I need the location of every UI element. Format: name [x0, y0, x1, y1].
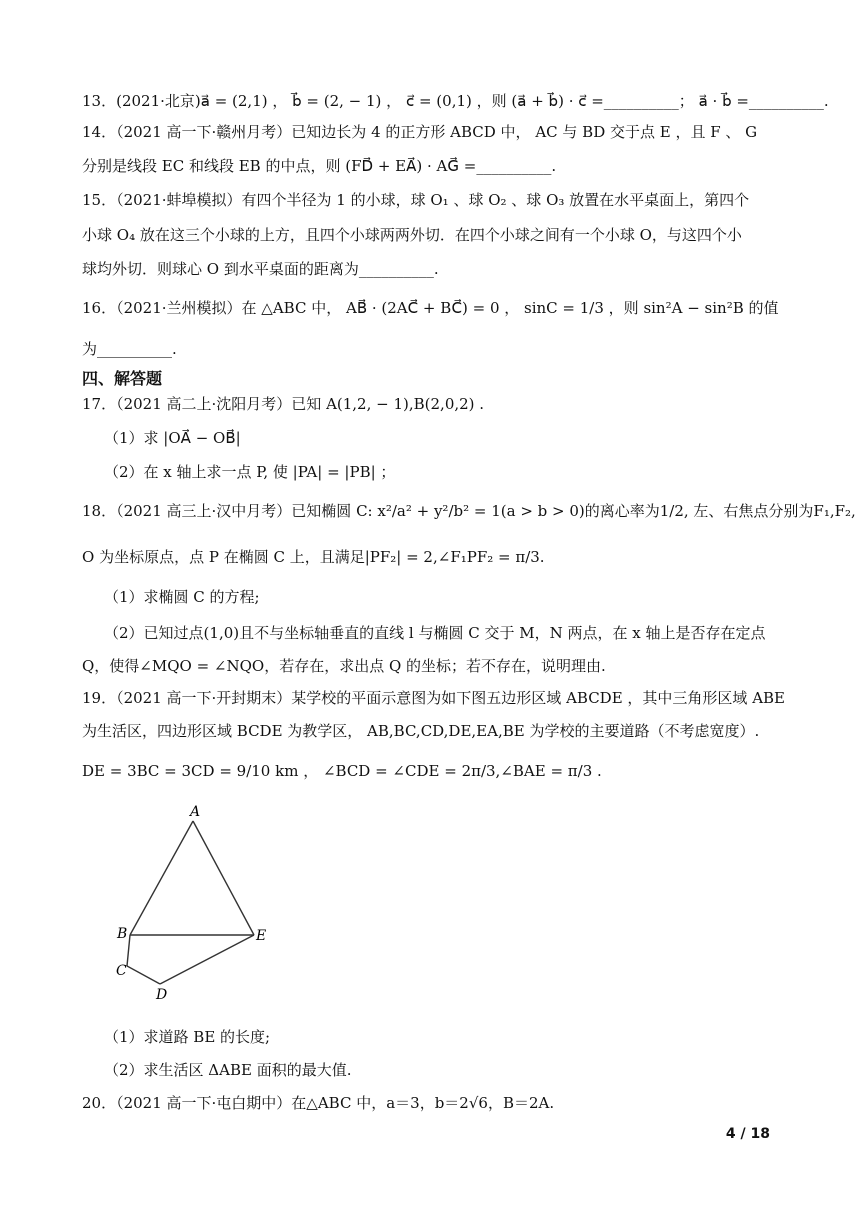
vertex-label-e: E	[256, 928, 267, 944]
problem-18-part-2-cont: Q，使得∠MQO = ∠NQO，若存在，求出点 Q 的坐标；若不存在，说明理由.	[82, 657, 606, 675]
problem-18-part-1: （1）求椭圆 C 的方程;	[104, 588, 260, 606]
edge-ab	[130, 821, 193, 935]
problem-18-line-1: 18．（2021 高三上·汉中月考）已知椭圆 C: x²/a² + y²/b² = 1(a > b > 0)的离心率为1/2, 左、右焦点分别为F₁,F₂,	[82, 502, 856, 520]
edge-bc	[127, 935, 130, 966]
problem-19-line-3: DE = 3BC = 3CD = 9/10 km ， ∠BCD = ∠CDE = 2π/3,∠BAE = π/3 .	[82, 762, 602, 780]
vertex-label-a: A	[190, 804, 201, 820]
problem-19-part-1: （1）求道路 BE 的长度;	[104, 1028, 271, 1046]
page-number: 4 / 18	[725, 1126, 770, 1142]
problem-13: 13．(2021·北京)a⃗ = (2,1) ， b⃗ = (2, − 1) ， c⃗ = (0,1) ，则 (a⃗ + b⃗) · c⃗ =__________； a⃗ · b⃗ =__________.	[82, 92, 829, 110]
edge-ae	[193, 821, 254, 935]
problem-19-line-1: 19．（2021 高一下·开封期末）某学校的平面示意图为如下图五边形区域 ABCDE ，其中三角形区域 ABE	[82, 689, 785, 707]
vertex-label-b: B	[117, 926, 128, 942]
problem-14-line-2: 分别是线段 EC 和线段 EB 的中点，则 (FD⃗ + EA⃗) · AG⃗ =__________.	[82, 157, 557, 175]
vertex-label-d: D	[156, 987, 168, 1003]
problem-20: 20．（2021 高一下·屯白期中）在△ABC 中，a＝3，b＝2√6，B＝2A.	[82, 1094, 555, 1112]
problem-14-line-1: 14．（2021 高一下·赣州月考）已知边长为 4 的正方形 ABCD 中， AC 与 BD 交于点 E ，且 F 、 G	[82, 123, 758, 141]
problem-17: 17．（2021 高二上·沈阳月考）已知 A(1,2, − 1),B(2,0,2) .	[82, 395, 485, 413]
problem-16-line-2: 为__________.	[82, 340, 177, 358]
problem-17-part-1: （1）求 |OA⃗ − OB⃗|	[104, 429, 241, 447]
problem-17-part-2: （2）在 x 轴上求一点 P, 使 |PA| = |PB| ；	[104, 463, 396, 481]
problem-18-line-2: O 为坐标原点，点 P 在椭圆 C 上，且满足|PF₂| = 2,∠F₁PF₂ = π/3.	[82, 548, 545, 566]
section-heading: 四、解答题	[82, 369, 163, 388]
problem-15-line-1: 15．（2021·蚌埠模拟）有四个半径为 1 的小球，球 O₁ 、球 O₂ 、球 O₃ 放置在水平桌面上，第四个	[82, 191, 750, 209]
vertex-label-c: C	[116, 963, 127, 979]
problem-16-line-1: 16．（2021·兰州模拟）在 △ABC 中， AB⃗ · (2AC⃗ + BC⃗) = 0 ， sinC = 1/3 ，则 sin²A − sin²B 的值	[82, 299, 779, 317]
pentagon-figure	[100, 800, 300, 1010]
problem-19-line-2: 为生活区，四边形区域 BCDE 为教学区， AB,BC,CD,DE,EA,BE 为学校的主要道路（不考虑宽度）.	[82, 722, 760, 740]
edge-de	[160, 935, 254, 984]
problem-18-part-2: （2）已知过点(1,0)且不与坐标轴垂直的直线 l 与椭圆 C 交于 M，N 两点，在 x 轴上是否存在定点	[104, 624, 766, 642]
edge-cd	[127, 966, 160, 984]
problem-15-line-3: 球均外切．则球心 O 到水平桌面的距离为__________.	[82, 260, 439, 278]
problem-15-line-2: 小球 O₄ 放在这三个小球的上方，且四个小球两两外切．在四个小球之间有一个小球 O，与这四个小	[82, 226, 742, 244]
problem-19-part-2: （2）求生活区 ΔABE 面积的最大值.	[104, 1061, 352, 1079]
